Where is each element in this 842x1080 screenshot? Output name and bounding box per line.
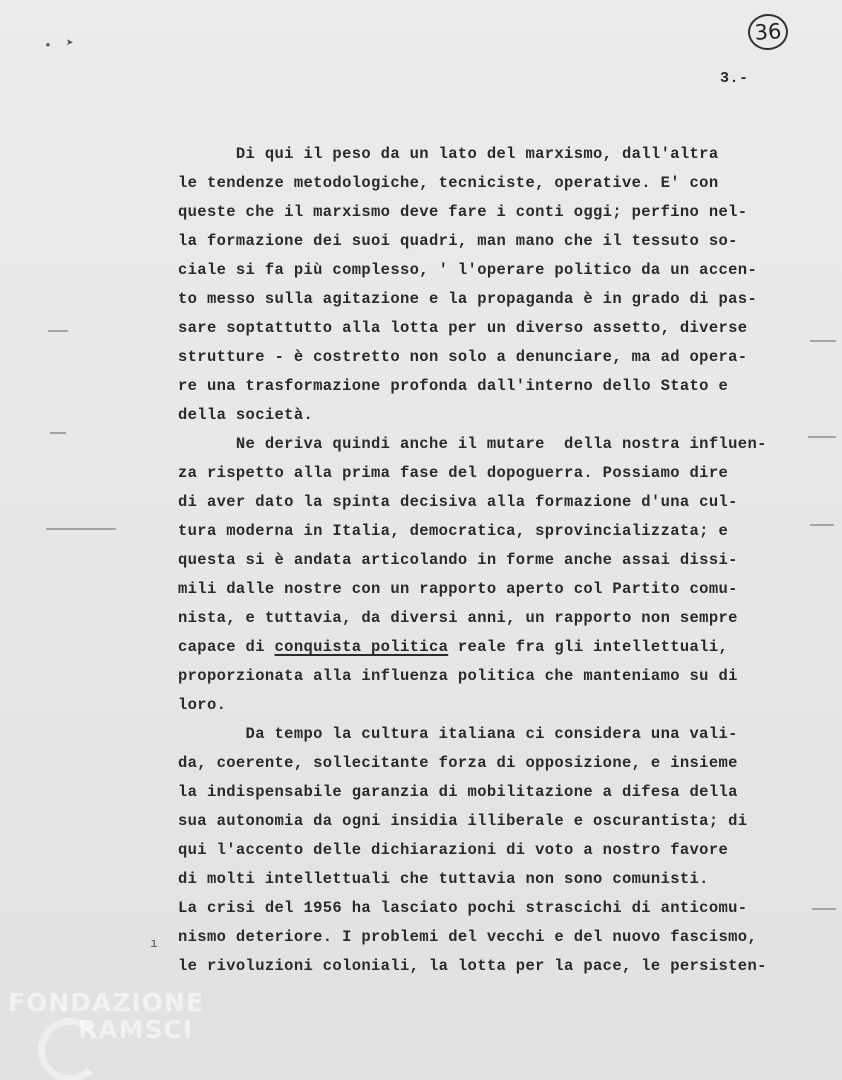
underlined-phrase: conquista politica [274,638,449,656]
text-line: sare soptattutto alla lotta per un diverso assetto, diverse [178,319,748,337]
text-line: queste che il marxismo deve fare i conti oggi; perfino nel- [178,203,748,221]
margin-tick [812,908,836,910]
text-line: le tendenze metodologiche, tecniciste, operative. E' con [178,174,719,192]
text-line: proporzionata alla influenza politica che manteniamo su di [178,667,738,685]
margin-tick [50,432,66,434]
text-line: questa si è andata articolando in forme anche assai dissi- [178,551,738,569]
text-segment: reale fra gli intellettuali, [448,638,729,656]
circled-page-number: 36 [747,13,789,52]
stray-mark: ı [150,936,158,951]
text-line: za rispetto alla prima fase del dopoguerra. Possiamo dire [178,464,729,482]
watermark-line: FONDAZIONE [8,988,205,1017]
text-line: la formazione dei suoi quadri, man mano che il tessuto so- [178,232,738,250]
text-line: qui l'accento delle dichiarazioni di voto a nostro favore [178,841,729,859]
text-line: ciale si fa più complesso, ' l'operare politico da un accen- [178,261,758,279]
stray-mark: • [44,38,52,53]
typed-text-body [178,140,788,981]
text-line: to messo sulla agitazione e la propaganda è in grado di pas- [178,290,758,308]
text-line: strutture - è costretto non solo a denunciare, ma ad opera- [178,348,748,366]
text-line: sua autonomia da ogni insidia illiberale e oscurantista; di [178,812,748,830]
text-line: tura moderna in Italia, democratica, sprovincializzata; e [178,522,729,540]
text-line: mili dalle nostre con un rapporto aperto col Partito comu- [178,580,738,598]
margin-tick [808,436,836,438]
margin-tick [48,330,68,332]
text-line: la indispensabile garanzia di mobilitazione a difesa della [178,783,738,801]
text-line: della società. [178,406,314,424]
text-line: Di qui il peso da un lato del marxismo, dall'altra [178,145,719,163]
text-line: da, coerente, sollecitante forza di opposizione, e insieme [178,754,738,772]
text-line: nismo deteriore. I problemi del vecchi e del nuovo fascismo, [178,928,758,946]
text-line: La crisi del 1956 ha lasciato pochi strascichi di anticomu- [178,899,748,917]
text-line: re una trasformazione profonda dall'interno dello Stato e [178,377,729,395]
text-line-underlined [178,633,788,662]
watermark-line: RAMSCI [78,1015,194,1044]
text-line: loro. [178,696,227,714]
text-line: le rivoluzioni coloniali, la lotta per la pace, le persisten- [178,957,767,975]
text-line: di aver dato la spinta decisiva alla formazione d'una cul- [178,493,738,511]
archive-watermark [8,990,204,1042]
text-line: nista, e tuttavia, da diversi anni, un rapporto non sempre [178,609,738,627]
margin-tick [46,528,116,530]
stray-mark: ➤ [66,36,74,51]
text-line: di molti intellettuali che tuttavia non sono comunisti. [178,870,709,888]
margin-tick [810,340,836,342]
text-segment: capace di [178,638,275,656]
text-line: Ne deriva quindi anche il mutare della nostra influen- [178,435,767,453]
page-marker: 3.- [720,70,749,87]
margin-tick [810,524,834,526]
text-line: Da tempo la cultura italiana ci considera una vali- [178,725,738,743]
